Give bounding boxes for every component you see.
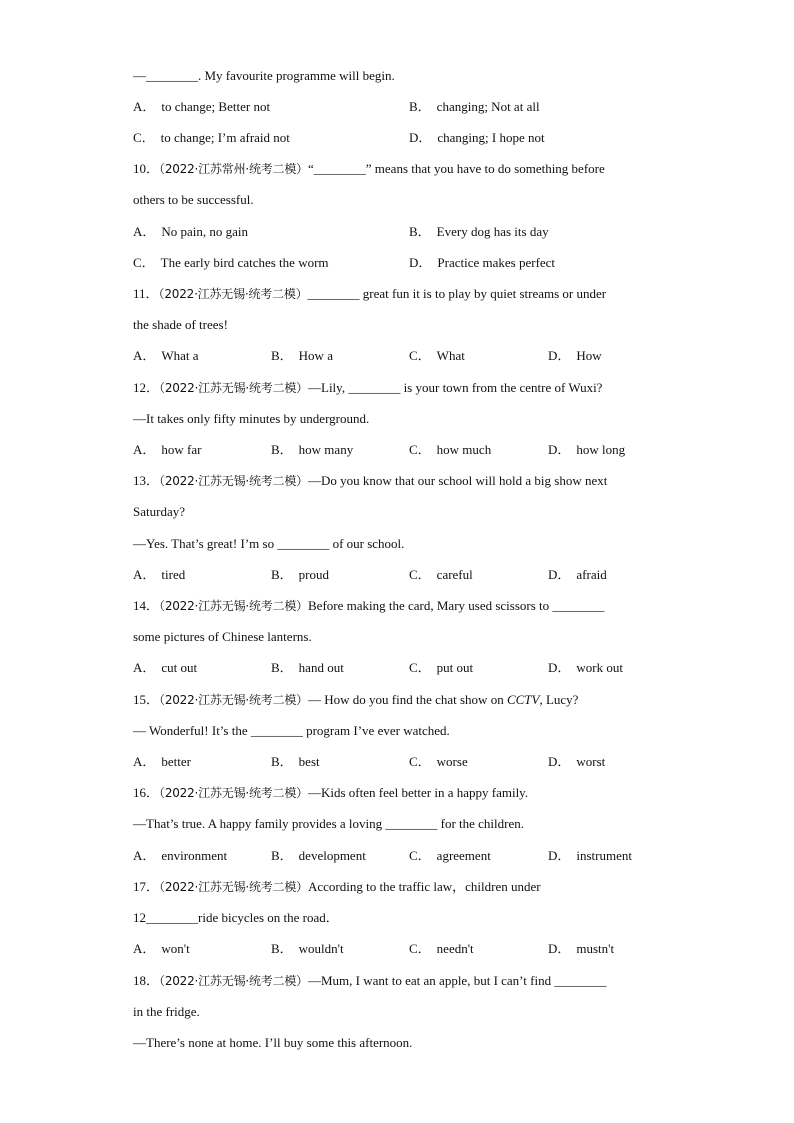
q18-stem: 18．（2022·江苏无锡·统考二模）—Mum, I want to eat an apple, but I can’t find ________ bbox=[133, 973, 607, 988]
q14-option-b[interactable]: B． hand out bbox=[271, 660, 344, 675]
q18-source: （2022·江苏无锡·统考二模） bbox=[159, 974, 308, 988]
q13-option-b[interactable]: B． proud bbox=[271, 567, 330, 582]
q10-option-c[interactable]: C． The early bird catches the worm bbox=[133, 255, 329, 270]
q14-stem-cont: some pictures of Chinese lanterns. bbox=[133, 629, 312, 644]
q13-option-a[interactable]: A． tired bbox=[133, 567, 186, 582]
q11-stem-cont: the shade of trees! bbox=[133, 317, 228, 332]
q9-option-d[interactable]: D． changing; I hope not bbox=[409, 130, 545, 145]
q13-source: （2022·江苏无锡·统考二模） bbox=[159, 474, 308, 488]
q9-option-b[interactable]: B． changing; Not at all bbox=[409, 99, 540, 114]
q10-source: （2022·江苏常州·统考二模） bbox=[159, 162, 308, 176]
q16-option-a[interactable]: A． environment bbox=[133, 848, 228, 863]
q13-stem-cont: Saturday? bbox=[133, 504, 185, 519]
q15-option-a[interactable]: A． better bbox=[133, 754, 191, 769]
q10-option-d[interactable]: D． Practice makes perfect bbox=[409, 255, 556, 270]
q14-source: （2022·江苏无锡·统考二模） bbox=[159, 599, 308, 613]
q16-stem: 16．（2022·江苏无锡·统考二模）—Kids often feel better in a happy family. bbox=[133, 785, 529, 800]
q17-source: （2022·江苏无锡·统考二模） bbox=[159, 880, 308, 894]
q12-option-c[interactable]: C． how much bbox=[409, 442, 492, 457]
q11-stem: 11．（2022·江苏无锡·统考二模）________ great fun it is to play by quiet streams or under bbox=[133, 286, 607, 301]
q17-stem-cont: 12________ride bicycles on the road． bbox=[133, 910, 339, 925]
q15-reply: — Wonderful! It’s the ________ program I’ve ever watched. bbox=[133, 723, 450, 738]
q15-option-c[interactable]: C． worse bbox=[409, 754, 468, 769]
q17-option-d[interactable]: D． mustn't bbox=[548, 941, 615, 956]
q9-option-a[interactable]: A． to change; Better not bbox=[133, 99, 271, 114]
q14-option-c[interactable]: C． put out bbox=[409, 660, 474, 675]
q16-reply: —That’s true. A happy family provides a loving ________ for the children. bbox=[133, 816, 525, 831]
q12-stem: 12．（2022·江苏无锡·统考二模）—Lily, ________ is your town from the centre of Wuxi? bbox=[133, 380, 603, 395]
q16-option-c[interactable]: C． agreement bbox=[409, 848, 491, 863]
q15-channel-name: CCTV bbox=[506, 692, 540, 707]
q16-source: （2022·江苏无锡·统考二模） bbox=[159, 786, 308, 800]
q12-option-d[interactable]: D． how long bbox=[548, 442, 626, 457]
q14-stem: 14．（2022·江苏无锡·统考二模）Before making the card, Mary used scissors to ________ bbox=[133, 598, 605, 613]
q11-option-b[interactable]: B． How a bbox=[271, 348, 333, 363]
q9-option-c[interactable]: C． to change; I’m afraid not bbox=[133, 130, 290, 145]
q16-option-b[interactable]: B． development bbox=[271, 848, 366, 863]
q18-reply: —There’s none at home. I’ll buy some this afternoon. bbox=[133, 1035, 413, 1050]
q11-option-c[interactable]: C． What bbox=[409, 348, 465, 363]
q11-option-a[interactable]: A． What a bbox=[133, 348, 199, 363]
q17-option-a[interactable]: A． won't bbox=[133, 941, 190, 956]
q16-option-d[interactable]: D． instrument bbox=[548, 848, 632, 863]
q13-option-c[interactable]: C． careful bbox=[409, 567, 473, 582]
q15-option-b[interactable]: B． best bbox=[271, 754, 320, 769]
q10-option-b[interactable]: B． Every dog has its day bbox=[409, 224, 549, 239]
q13-reply: —Yes. That’s great! I’m so ________ of our school. bbox=[133, 536, 405, 551]
q11-option-d[interactable]: D． How bbox=[548, 348, 602, 363]
q10-stem: 10．（2022·江苏常州·统考二模）“________” means that you have to do something before bbox=[133, 161, 605, 176]
q14-option-a[interactable]: A． cut out bbox=[133, 660, 198, 675]
q15-source: （2022·江苏无锡·统考二模） bbox=[159, 693, 308, 707]
q12-option-a[interactable]: A． how far bbox=[133, 442, 202, 457]
q17-stem: 17．（2022·江苏无锡·统考二模）According to the traffic law，children under bbox=[133, 879, 541, 894]
q12-stem-cont: —It takes only fifty minutes by underground. bbox=[133, 411, 370, 426]
q18-stem-cont: in the fridge. bbox=[133, 1004, 200, 1019]
q17-option-c[interactable]: C． needn't bbox=[409, 941, 474, 956]
q10-stem-cont: others to be successful. bbox=[133, 192, 254, 207]
q13-stem: 13．（2022·江苏无锡·统考二模）—Do you know that our school will hold a big show next bbox=[133, 473, 608, 488]
q10-option-a[interactable]: A． No pain, no gain bbox=[133, 224, 249, 239]
q15-stem: 15．（2022·江苏无锡·统考二模）— How do you find the chat show on CCTV, Lucy? bbox=[133, 692, 579, 707]
q11-source: （2022·江苏无锡·统考二模） bbox=[158, 287, 308, 301]
q12-option-b[interactable]: B． how many bbox=[271, 442, 354, 457]
q13-option-d[interactable]: D． afraid bbox=[548, 567, 607, 582]
q17-option-b[interactable]: B． wouldn't bbox=[271, 941, 344, 956]
q15-option-d[interactable]: D． worst bbox=[548, 754, 606, 769]
q14-option-d[interactable]: D． work out bbox=[548, 660, 623, 675]
q12-source: （2022·江苏无锡·统考二模） bbox=[159, 381, 308, 395]
q9-answer-line: —________. My favourite programme will begin. bbox=[133, 68, 395, 83]
